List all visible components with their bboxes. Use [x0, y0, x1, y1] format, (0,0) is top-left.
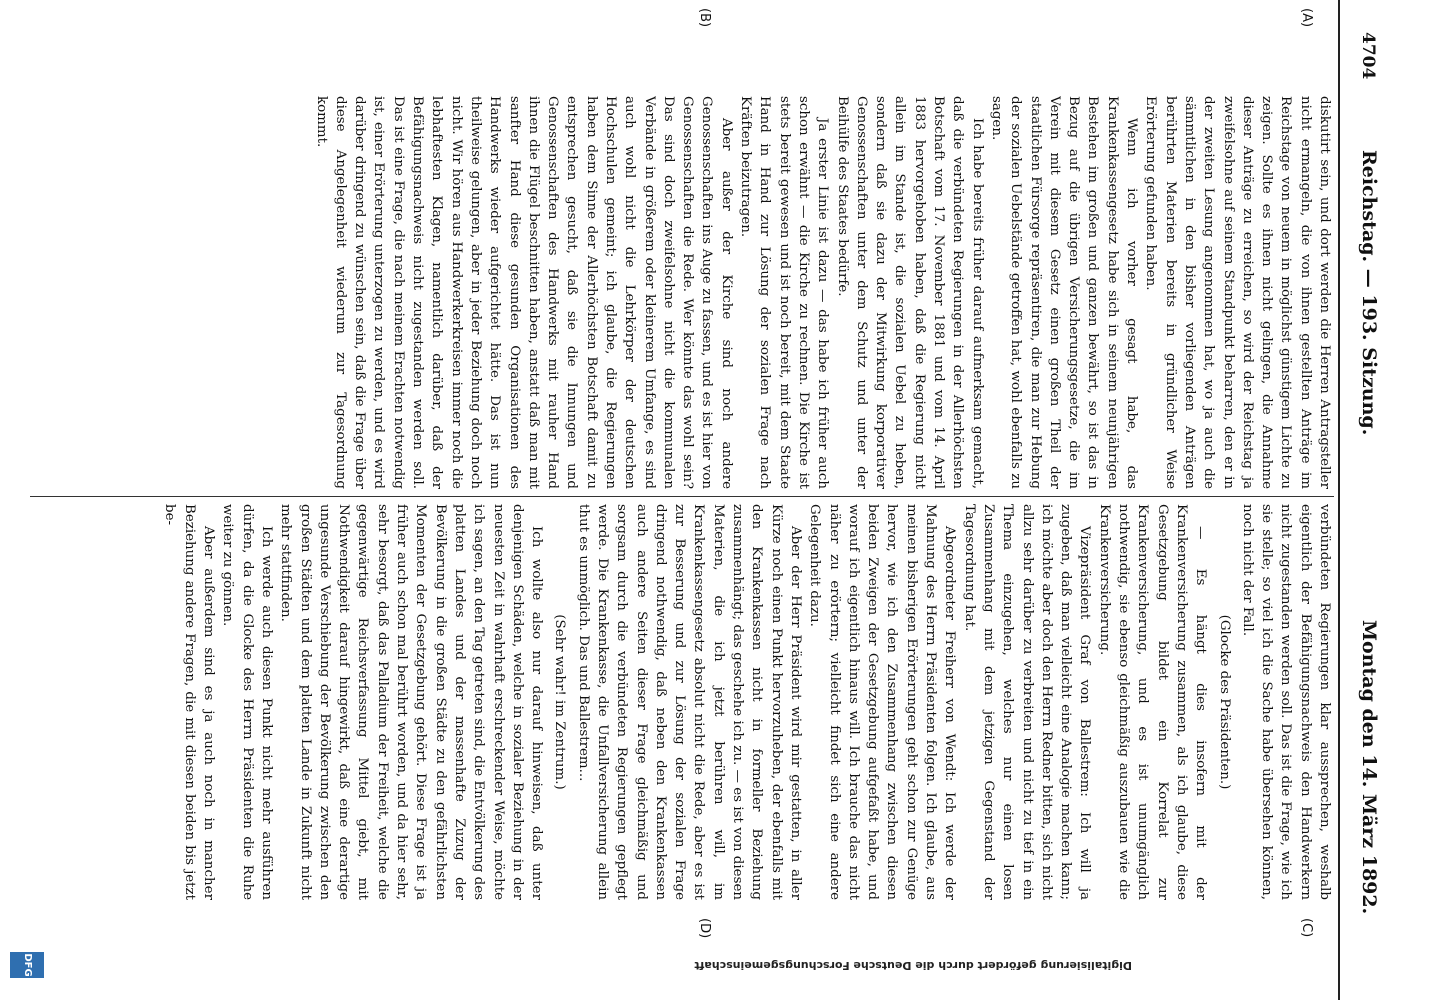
digitization-credit	[32, 958, 1132, 976]
session-date: Montag den 14. März 1892.	[1358, 620, 1380, 915]
president-bell-note: (Glocke des Präsidenten.)	[1216, 614, 1232, 790]
left-paragraph-1: diskutirt sein, und dort werden die Herren Antragsteller nicht ermangeln, die von ihnen gestellten Anträge im Reichstage von neuem in möglichst günstigem Lichte zu zeigen. Sollte es ihnen nicht gelingen, die Annahme dieser Anträge zu erreichen, so wird der Reichstag ja zweifelsohne auf seinem Standpunkt beharren, den er in der zweiten Lesung angenommen hat, wo ja auch die sämmtlichen in den bisher vorliegenden Anträgen berührten Materien bereits in gründlicher Weise Erörterung gefunden haben.	[1143, 96, 1332, 489]
left-paragraph-2: Wenn ich vorher gesagt habe, das Krankenkassengesetz habe sich in seinem neunjährigen Bestehen im großen und ganzen bewährt, so ist das in Bezug auf die übrigen Versicherungsgesetze, die im Verein mit diesem Gesetz einen großen Theil der staatlichen Fürsorge repräsentiren, die man zur Hebung der sozialen Uebelstände getroffen hat, wohl ebenfalls zu sagen.	[988, 96, 1140, 489]
margin-marker-b: (B)	[697, 8, 712, 28]
dfg-logo: DFG	[10, 952, 44, 978]
right-paragraph-5: Aber der Herr Präsident wird mir gestatten, in aller Kürze noch einen Punkt hervorzuheben, der ebenfalls mit den Krankenkassen nicht in formeller Beziehung zusammenhängt; das geschehe ich zu. — es ist von diesen Materien, die ich jetzt berühren will, im Krankenkassengesetz absolut nicht die Rede, aber es ist zur Besserung und zur Lösung der sozialen Frage dringend nothwendig, daß neben den Krankenkassen auch andere Seiten dieser Frage gleichmäßig und sorgsam durch die verbündeten Regierungen gepflegt werde. Die Krankenkasse, die Unfallversicherung allein thut es unmöglich. Das und Ballestrem...	[575, 504, 803, 900]
margin-marker-a: (A)	[1299, 8, 1314, 28]
running-header	[1338, 0, 1432, 1000]
right-paragraph-8: Aber außerdem sind es ja auch noch in mancher Beziehung andere Fragen, die mit diesen beiden bis jetzt be-	[162, 504, 217, 900]
digitization-credit-text: Digitalisierung gefördert durch die Deutsche Forschungsgemeinschaft	[694, 959, 1132, 972]
left-paragraph-3: Ich habe bereits früher darauf aufmerksam gemacht, daß die verbündeten Regierungen in der Allerhöchsten Botschaft vom 17. November 1881 und vom 14. April 1883 hervorgehoben haben, daß die Regierung nicht allein im Stande ist, die sozialen Uebel zu heben, sondern daß sie dazu der Mitwirkung korporativer Genossenschaften unter dem Schutz und unter der Beihülfe des Staates bedürfe.	[834, 96, 985, 489]
right-paragraph-2: — Es hängt dies insofern mit der Krankenversicherung zusammen, als ich glaube, diese Gesetzgebung bildet ein Korrelat zur Krankenversicherung, und es ist unumgänglich nothwendig, sie ebenso gleichmäßig auszubauen wie die Krankenversicherung.	[1096, 504, 1209, 900]
right-column	[30, 504, 1334, 900]
right-paragraph-7: Ich werde auch diesen Punkt nicht mehr ausführen dürfen, da die Glocke des Herrn Präsidenten die Ruhe weiter zu gönnen.	[220, 504, 274, 900]
right-paragraph-1: verbündeten Regierungen klar aussprechen, weshalb eigentlich der Befähigungsnachweis den Handwerkern nicht zugestanden werden soll. Das ist die Frage, wie ich sie stelle; so viel ich die Sache habe übersehen können, noch nicht der Fall.	[1239, 504, 1332, 900]
right-paragraph-3: Vizepräsident Graf von Ballestrem: Ich will ja zugeben, daß man vielleicht eine Analogie machen kann; ich möchte aber doch den Herrn Redner bitten, sich nicht allzu sehr darüber zu verbreiten und nicht zu tief in ein Thema einzugehen, welches nur einen losen Zusammenhang mit dem jetzigen Gegenstand der Tagesordnung hat.	[961, 504, 1093, 900]
column-divider	[30, 496, 1334, 497]
left-column	[30, 96, 1334, 489]
margin-marker-c: (C)	[1299, 918, 1314, 938]
page-number: 4704	[1358, 32, 1378, 80]
left-paragraph-4: Ja erster Linie ist dazu — das habe ich früher auch schon erwähnt — die Kirche zu rechnen. Die Kirche ist stets bereit gewesen und ist noch bereit, mit dem Staate Hand in Hand zur Lösung der sozialen Frage nach Kräften beizutragen.	[738, 96, 831, 489]
applause-note: (Sehr wahr! im Zentrum.)	[552, 614, 568, 790]
right-paragraph-4: Abgeordneter Freiherr von Wendt: Ich werde der Mahnung des Herrn Präsidenten folgen. Ich glaube, aus meinen bisherigen Erörterungen geht schon zur Genüge hervor, wie ich den Zusammenhang zwischen diesen beiden Zweigen der Gesetzgebung aufgefaßt habe, und worauf ich eigentlich hinaus will. Ich brauche das nicht näher zu erörtern; vielleicht findet sich eine andere Gelegenheit dazu.	[807, 504, 958, 900]
session-title: Reichstag. — 193. Sitzung.	[1358, 150, 1380, 436]
left-paragraph-5: Aber außer der Kirche sind noch andere Genossenschaften ins Auge zu fassen, und es ist hier von Genossenschaften die Rede. Wer könnte das wohl sein? Das sind doch zweifelsohne nicht die kommunalen Verbände in größerem oder kleinerem Umfange, es sind auch wohl nicht die Lehrkörper der deutschen Hochschulen gemeint; ich glaube, die Regierungen haben dem Sinne der Allerhöchsten Botschaft damit zu entsprechen gesucht, daß sie die Innungen und Genossenschaften des Handwerks mit rauher Hand ihnen die Flügel beschnitten haben, anstatt daß man mit sanfter Hand diese gesunden Organisationen des Handwerks wieder aufgerichtet hätte. Das ist nun theilweise gelungen, aber in jeder Beziehung doch noch nicht. Wir hören aus Handwerkerkreisen immer noch die lebhaftesten Klagen, namentlich darüber, daß der Befähigungsnachweis nicht zugestanden werden soll. Das ist eine Frage, die nach meinem Erachten notwendig ist, einer Erörterung unterzogen zu werden, und es wird darüber dringend zu wünschen sein, daß die Frage über diese Angelegenheit wiederum zur Tagesordnung kommt.	[313, 96, 734, 489]
margin-marker-d: (D)	[697, 918, 712, 939]
right-paragraph-6: Ich wollte also nur darauf hinweisen, daß unter denjenigen Schäden, welche in sozialer Beziehung in der neuesten Zeit in wahrhaft erschreckender Weise, möchte ich sagen, an den Tag getreten sind, die Entvölkerung des platten Landes und der massenhafte Zuzug der Bevölkerung in die großen Städte zu den gefährlichsten Momenten der Gesetzgebung gehört. Diese Frage ist ja früher auch schon mal berührt worden, und da hier sehr, sehr besorgt, daß das Palladium der Freiheit, welche die gegenwärtige Reichsverfassung Mittel giebt, mit Nothwendigkeit darauf hingewirkt, daß eine derartige ungesunde Verschiebung der Bevölkerung zwischen den großen Städten und dem platten Lande in Zukunft nicht mehr stattfinden.	[278, 504, 545, 900]
